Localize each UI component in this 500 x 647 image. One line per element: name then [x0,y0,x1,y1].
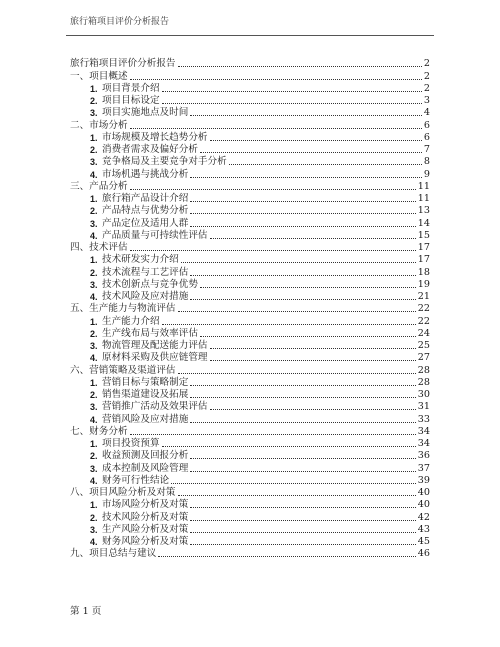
toc-entry-title: 财务风险分析及对策 [102,536,189,547]
toc-dot-leader [181,261,416,263]
toc-entry-page: 31 [417,401,430,413]
toc-subentry[interactable] [70,266,430,278]
toc-dot-leader [162,323,416,325]
toc-subentry[interactable] [70,389,430,401]
toc-subentry[interactable] [70,168,430,180]
toc-dot-leader [130,433,416,435]
toc-entry-number: 2. [90,451,98,462]
toc-entry-page: 28 [417,364,430,376]
toc-dot-leader [190,421,415,423]
toc-entry-page: 2 [423,70,430,82]
toc-entry-title: 技术流程与工艺评估 [102,266,189,278]
toc-entry-title: 六、营销策略及渠道评估 [70,364,176,376]
toc-entry-number: 1. [90,255,98,266]
toc-entry-number: 4. [90,230,98,241]
toc-entry-page: 15 [417,229,430,241]
toc-subentry[interactable] [70,499,430,511]
toc-entry-title: 八、项目风险分析及对策 [70,487,176,498]
toc-entry-number: 1. [90,132,98,143]
toc-entry-page: 14 [417,217,430,229]
toc-subentry[interactable] [70,83,430,95]
toc-entry-number: 4. [90,292,98,302]
toc-entry-number: 3. [90,279,98,290]
toc-entry-page: 21 [417,291,430,302]
toc-subentry[interactable] [70,230,430,242]
toc-entry-number: 2. [90,96,98,106]
toc-entry-page: 19 [417,278,430,290]
toc-entry-page: 25 [417,340,430,351]
toc-dot-leader [210,408,416,410]
toc-dot-leader [190,396,415,398]
toc-dot-leader [171,482,416,484]
toc-subentry[interactable] [70,352,430,364]
toc-entry-number: 4. [90,537,98,547]
toc-entry-title: 营销风险及应对措施 [102,413,189,425]
toc-entry-number: 4. [90,169,98,180]
toc-entry-page: 11 [417,193,430,204]
toc-entry-number: 3. [90,218,98,229]
toc-entry-page: 13 [417,205,430,217]
toc-entry-title: 项目目标设定 [102,95,160,106]
toc-subentry[interactable] [70,340,430,352]
toc-entry-title: 市场风险分析及对策 [102,499,189,511]
toc-entry-title: 旅行箱项目评价分析报告 [70,58,176,70]
toc-entry-page: 17 [417,242,430,253]
toc-subentry[interactable] [70,132,430,144]
toc-entry-number: 2. [90,206,98,217]
toc-entry-title: 二、市场分析 [70,119,128,131]
toc-dot-leader [200,335,416,337]
toc-entry-page: 7 [423,144,430,155]
toc-subentry[interactable] [70,279,430,291]
toc-entry-title: 产品质量与可持续性评估 [102,229,208,241]
toc-entry-title: 竞争格局及主要竞争对手分析 [102,156,227,168]
toc-dot-leader [190,506,415,508]
toc-entry-title: 生产能力介绍 [102,315,160,327]
toc-entry-page: 27 [417,352,430,364]
toc-dot-leader [162,445,416,447]
toc-entry-title: 市场机遇与挑战分析 [102,168,189,180]
toc-entry[interactable] [70,119,430,131]
toc-entry-title: 营销目标与策略制定 [102,376,189,388]
toc-dot-leader [178,494,416,496]
toc-subentry[interactable] [70,217,430,229]
table-of-contents [70,58,430,560]
toc-dot-leader [190,457,415,459]
toc-entry-title: 产品特点与优势分析 [102,205,189,217]
toc-subentry[interactable] [70,401,430,413]
toc-entry-number: 4. [90,475,98,486]
toc-entry-number: 4. [90,414,98,425]
toc-entry-number: 1. [90,439,98,449]
toc-entry-page: 2 [423,82,430,94]
toc-entry-title: 九、项目总结与建议 [70,548,157,560]
toc-entry-title: 生产风险分析及对策 [102,523,189,535]
toc-entry-title: 技术研发实力介绍 [102,254,179,266]
toc-dot-leader [210,237,416,239]
toc-entry-title: 五、生产能力与物流评估 [70,303,176,315]
toc-entry-page: 40 [417,499,430,511]
toc-dot-leader [190,200,415,202]
toc-entry-number: 1. [90,316,98,327]
toc-subentry[interactable] [70,156,430,168]
toc-dot-leader [190,298,415,300]
toc-dot-leader [178,65,422,67]
toc-entry[interactable] [70,242,430,254]
toc-entry-title: 原材料采购及供应链管理 [102,352,208,364]
toc-subentry[interactable] [70,462,430,474]
toc-subentry[interactable] [70,475,430,487]
toc-subentry[interactable] [70,524,430,536]
toc-entry-number: 2. [90,512,98,523]
toc-subentry[interactable] [70,377,430,389]
page-header: 旅行箱项目评价分析报告 [70,17,170,27]
toc-entry-page: 24 [417,327,430,339]
toc-entry-page: 8 [423,156,430,168]
toc-entry-page: 45 [417,536,430,547]
toc-dot-leader [190,531,415,533]
toc-entry-page: 37 [417,462,430,474]
toc-subentry[interactable] [70,254,430,266]
toc-dot-leader [130,78,422,80]
toc-subentry[interactable] [70,511,430,523]
toc-entry-title: 项目投资预算 [102,438,160,449]
toc-entry-number: 3. [90,524,98,535]
toc-entry-page: 28 [417,376,430,388]
toc-subentry[interactable] [70,205,430,217]
toc-dot-leader [178,310,416,312]
toc-entry-page: 6 [423,119,430,131]
toc-dot-leader [200,286,416,288]
toc-subentry[interactable] [70,438,430,450]
toc-entry-number: 4. [90,353,98,364]
toc-dot-leader [190,176,422,178]
toc-entry-title: 项目背景介绍 [102,82,160,94]
toc-entry-title: 四、技术评估 [70,242,128,253]
toc-subentry[interactable] [70,315,430,327]
toc-subentry[interactable] [70,193,430,205]
toc-entry-title: 成本控制及风险管理 [102,462,189,474]
toc-entry-number: 1. [90,194,98,204]
toc-subentry[interactable] [70,291,430,303]
toc-entry-page: 34 [417,438,430,449]
toc-entry-title: 技术风险分析及对策 [102,511,189,523]
toc-entry[interactable] [70,70,430,82]
toc-subentry[interactable] [70,413,430,425]
header-divider [66,35,434,36]
toc-dot-leader [190,274,415,276]
toc-entry-page: 22 [417,303,430,315]
toc-entry-title: 技术风险及应对措施 [102,291,189,302]
toc-dot-leader [190,543,415,545]
toc-subentry[interactable] [70,107,430,119]
toc-subentry[interactable] [70,328,430,340]
toc-entry-page: 9 [423,168,430,180]
toc-dot-leader [178,372,416,374]
toc-dot-leader [190,225,415,227]
toc-entry-title: 三、产品分析 [70,180,128,192]
toc-dot-leader [200,151,422,153]
toc-dot-leader [158,555,415,557]
toc-entry-page: 2 [423,58,430,70]
toc-entry-page: 40 [417,487,430,498]
toc-entry-page: 33 [417,413,430,425]
toc-entry-page: 18 [417,266,430,278]
toc-subentry[interactable] [70,95,430,107]
toc-entry-number: 2. [90,267,98,278]
toc-dot-leader [210,347,416,349]
toc-entry-title: 市场规模及增长趋势分析 [102,131,208,143]
toc-entry-number: 3. [90,463,98,474]
toc-entry-number: 3. [90,402,98,413]
toc-entry-number: 1. [90,500,98,511]
toc-entry[interactable] [70,181,430,193]
toc-entry-number: 2. [90,390,98,400]
toc-subentry[interactable] [70,144,430,156]
toc-dot-leader [190,470,415,472]
toc-dot-leader [130,127,422,129]
toc-dot-leader [190,212,415,214]
toc-dot-leader [190,114,422,116]
toc-dot-leader [130,249,416,251]
toc-entry-title: 一、项目概述 [70,70,128,82]
toc-entry-title: 消费者需求及偏好分析 [102,144,198,155]
toc-entry-title: 项目实施地点及时间 [102,107,189,119]
toc-entry-page: 3 [423,95,430,106]
toc-entry-number: 1. [90,377,98,388]
toc-dot-leader [190,384,415,386]
toc-entry-title: 销售渠道建设及拓展 [102,389,189,400]
toc-entry[interactable] [70,303,430,315]
toc-dot-leader [210,139,422,141]
toc-entry-number: 3. [90,341,98,351]
toc-entry[interactable] [70,548,430,560]
toc-subentry[interactable] [70,536,430,548]
toc-entry-page: 39 [417,474,430,486]
toc-entry-page: 36 [417,450,430,462]
toc-subentry[interactable] [70,450,430,462]
toc-dot-leader [190,519,415,521]
toc-entry-title: 收益预测及回报分析 [102,450,189,462]
page-number: 第 1 页 [70,606,102,617]
toc-entry-title: 营销推广活动及效果评估 [102,401,208,413]
toc-entry-page: 46 [417,548,430,560]
toc-entry[interactable] [70,58,430,70]
toc-entry-title: 产品定位及适用人群 [102,217,189,229]
toc-entry-page: 11 [417,180,430,192]
toc-entry[interactable] [70,487,430,499]
toc-entry-number: 2. [90,145,98,155]
toc-entry-page: 43 [417,523,430,535]
toc-entry-page: 6 [423,131,430,143]
toc-dot-leader [210,359,416,361]
toc-entry-page: 22 [417,315,430,327]
toc-entry-number: 3. [90,157,98,168]
toc-entry-page: 42 [417,511,430,523]
toc-entry-page: 17 [417,254,430,266]
toc-entry-title: 旅行箱产品设计介绍 [102,193,189,204]
toc-entry[interactable] [70,426,430,438]
toc-entry-title: 生产线布局与效率评估 [102,327,198,339]
toc-dot-leader [162,90,422,92]
toc-entry-page: 30 [417,389,430,400]
toc-dot-leader [162,102,422,104]
toc-entry[interactable] [70,364,430,376]
toc-entry-title: 七、财务分析 [70,425,128,437]
toc-dot-leader [130,188,416,190]
toc-entry-title: 物流管理及配送能力评估 [102,340,208,351]
toc-entry-number: 3. [90,108,98,119]
toc-entry-title: 财务可行性结论 [102,474,170,486]
toc-entry-number: 1. [90,83,98,94]
toc-dot-leader [229,163,422,165]
toc-entry-title: 技术创新点与竞争优势 [102,278,198,290]
toc-entry-page: 4 [423,107,430,119]
toc-entry-number: 2. [90,328,98,339]
toc-entry-page: 34 [417,425,430,437]
